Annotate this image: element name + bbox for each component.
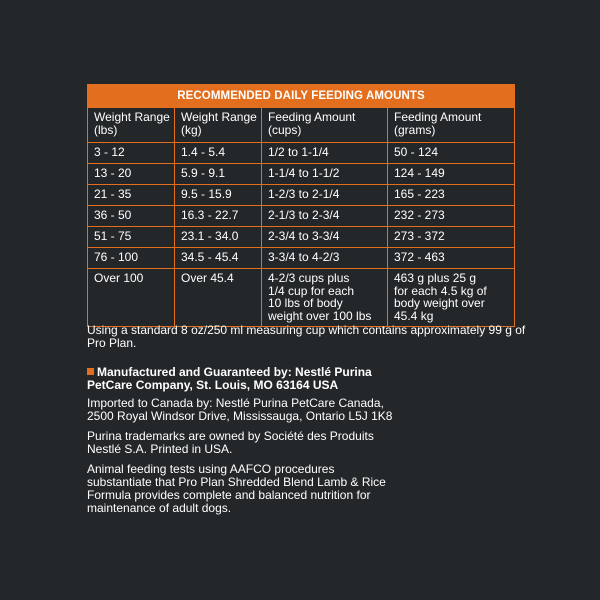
table-cell <box>175 227 262 248</box>
column-header <box>175 108 262 143</box>
cell-line: 23.1 - 34.0 <box>181 229 239 243</box>
aafco-line: Formula provides complete and balanced nutrition for <box>87 488 371 502</box>
table-cell <box>262 185 388 206</box>
table-cell <box>88 227 175 248</box>
cell-line: 1-2/3 to 2-1/4 <box>268 187 340 201</box>
cell-line: 1/4 cup for each <box>268 283 355 298</box>
cell-line: Over 45.4 <box>181 271 234 285</box>
cell-line: 16.3 - 22.7 <box>181 208 239 222</box>
table-row <box>88 164 515 185</box>
cell-line: 3 - 12 <box>94 145 125 159</box>
cell-line: body weight over <box>394 296 485 310</box>
cell-line: weight over 100 lbs <box>268 308 372 323</box>
table-cell <box>175 143 262 164</box>
importer-line: 2500 Royal Windsor Drive, Mississauga, Ontario L5J 1K8 <box>87 409 393 423</box>
table-row <box>88 227 515 248</box>
table-cell <box>88 143 175 164</box>
table-row <box>88 206 515 227</box>
table-cell <box>388 143 515 164</box>
table-row <box>88 269 515 327</box>
cell-line: (cups) <box>268 122 302 137</box>
trademark-notice <box>87 430 517 456</box>
cell-line: 13 - 20 <box>94 166 132 180</box>
cell-line: 21 - 35 <box>94 187 132 201</box>
cell-line: for each 4.5 kg of <box>394 283 487 298</box>
cell-line: 3-3/4 to 4-2/3 <box>268 250 340 264</box>
table-cell <box>175 206 262 227</box>
table-title: RECOMMENDED DAILY FEEDING AMOUNTS <box>88 85 515 108</box>
cell-line: 124 - 149 <box>394 166 445 180</box>
aafco-statement <box>87 463 517 515</box>
cell-line: 50 - 124 <box>394 145 439 159</box>
table-row <box>88 185 515 206</box>
importer-info <box>87 397 517 423</box>
table-cell <box>88 248 175 269</box>
table-cell <box>262 227 388 248</box>
table-header-row <box>88 108 515 143</box>
manufacturer-line-text: Manufactured and Guaranteed by: Nestlé Purina <box>97 365 372 379</box>
manufacturer-info <box>87 366 517 392</box>
cell-line: 372 - 463 <box>394 250 445 264</box>
cell-line: Weight Range <box>94 110 170 124</box>
aafco-line: maintenance of adult dogs. <box>87 501 232 515</box>
cell-line: 273 - 372 <box>394 229 445 243</box>
importer-line: Imported to Canada by: Nestlé Purina PetCare Canada, <box>87 396 384 410</box>
cell-line: (grams) <box>394 122 436 137</box>
table-row <box>88 143 515 164</box>
table-cell <box>262 206 388 227</box>
cell-line: (lbs) <box>94 122 118 137</box>
cell-line: Weight Range <box>181 110 257 124</box>
table-cell <box>175 269 262 327</box>
table-cell <box>388 269 515 327</box>
table-cell <box>175 248 262 269</box>
cell-line: Over 100 <box>94 271 144 285</box>
table-cell <box>175 164 262 185</box>
cell-line: 2-3/4 to 3-3/4 <box>268 229 340 243</box>
feeding-table <box>87 84 515 327</box>
column-header <box>88 108 175 143</box>
table-cell <box>175 185 262 206</box>
cell-line: Feeding Amount <box>394 110 482 124</box>
cell-line: 1.4 - 5.4 <box>181 145 226 159</box>
cell-line: 4-2/3 cups plus <box>268 271 350 285</box>
orange-square-icon <box>87 368 94 375</box>
measuring-cup-note <box>87 323 526 350</box>
table-cell <box>262 164 388 185</box>
cell-line: Feeding Amount <box>268 110 356 124</box>
table-cell <box>388 227 515 248</box>
table-cell <box>262 269 388 327</box>
cell-line: 9.5 - 15.9 <box>181 187 232 201</box>
cell-line: 2-1/3 to 2-3/4 <box>268 208 340 222</box>
table-cell <box>262 248 388 269</box>
table-cell <box>388 164 515 185</box>
note-line: Using a standard 8 oz/250 ml measuring cup which contains approximately 99 g of <box>87 323 526 337</box>
cell-line: 1/2 to 1-1/4 <box>268 145 329 159</box>
table-cell <box>88 164 175 185</box>
trademark-line: Purina trademarks are owned by Société des Produits <box>87 429 374 443</box>
cell-line: 34.5 - 45.4 <box>181 250 239 264</box>
trademark-line: Nestlé S.A. Printed in USA. <box>87 442 233 456</box>
cell-line: (kg) <box>181 122 202 137</box>
cell-line: 76 - 100 <box>94 250 139 264</box>
column-header <box>262 108 388 143</box>
cell-line: 51 - 75 <box>94 229 132 243</box>
cell-line: 36 - 50 <box>94 208 132 222</box>
cell-line: 1-1/4 to 1-1/2 <box>268 166 340 180</box>
table-cell <box>88 269 175 327</box>
cell-line: 5.9 - 9.1 <box>181 166 226 180</box>
aafco-line: substantiate that Pro Plan Shredded Blend Lamb & Rice <box>87 475 386 489</box>
table-cell <box>88 206 175 227</box>
cell-line: 45.4 kg <box>394 308 434 323</box>
column-header <box>388 108 515 143</box>
table-cell <box>388 185 515 206</box>
table-row <box>88 248 515 269</box>
table-cell <box>262 143 388 164</box>
table-body <box>88 108 515 327</box>
table-cell <box>88 185 175 206</box>
table-cell <box>388 248 515 269</box>
note-line: Pro Plan. <box>87 336 137 350</box>
cell-line: 10 lbs of body <box>268 296 343 310</box>
cell-line: 232 - 273 <box>394 208 445 222</box>
manufacturer-line: PetCare Company, St. Louis, MO 63164 USA <box>87 378 339 392</box>
aafco-line: Animal feeding tests using AAFCO procedures <box>87 462 335 476</box>
table-cell <box>388 206 515 227</box>
cell-line: 463 g plus 25 g <box>394 271 477 285</box>
cell-line: 165 - 223 <box>394 187 445 201</box>
